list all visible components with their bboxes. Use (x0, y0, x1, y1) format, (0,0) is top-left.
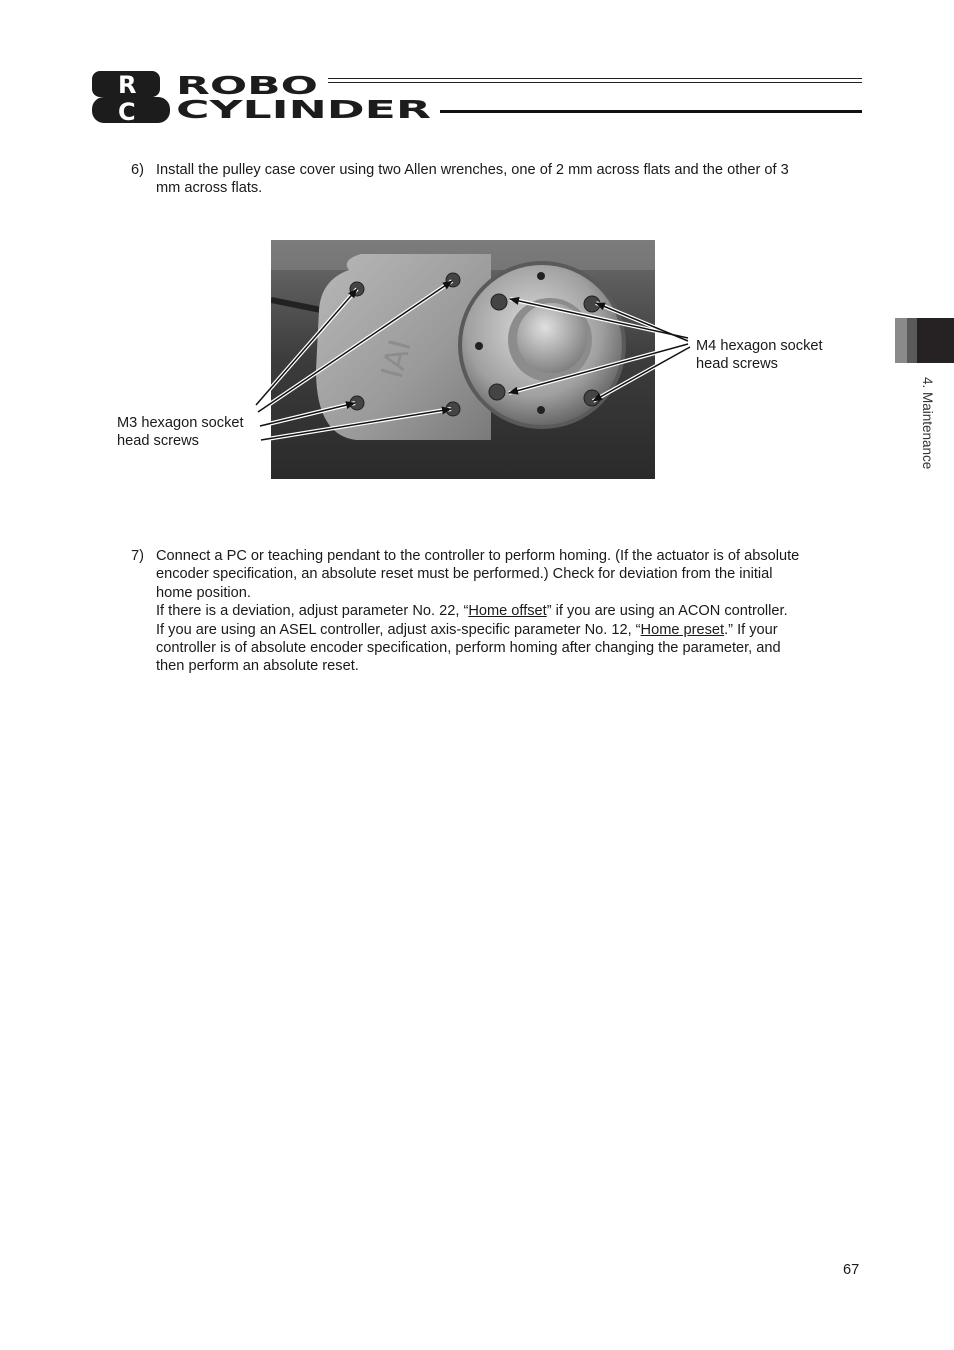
home-offset-term: Home offset (468, 603, 547, 620)
home-preset-term: Home preset (640, 621, 725, 638)
chapter-label: 4. Maintenance (920, 377, 935, 470)
step-6-line-2: mm across flats. (156, 180, 263, 197)
step-7-text (156, 547, 799, 676)
pulley-case-photo (271, 240, 655, 479)
step-7-line-1: Connect a PC or teaching pendant to the controller to perform homing. (If the actuator is of absolute (156, 548, 800, 564)
logo-mark-r: R (118, 71, 137, 99)
iai-housing-mark: IAI (374, 336, 419, 383)
chapter-tab-shade-light (895, 318, 907, 363)
step-7-line-5 (156, 621, 799, 639)
chapter-tab-shade-mid (907, 318, 917, 363)
logo-word-robo: ROBO (176, 71, 318, 100)
rc-logo-mark (92, 71, 170, 124)
step-7-line-3: home position. (156, 584, 251, 601)
step-7-line-5-post: .” If your (724, 621, 778, 638)
chapter-tab-shade-dark (917, 318, 954, 363)
logo-mark-c: C (118, 98, 136, 124)
step-7-line-2: encoder specification, an absolute reset must be performed.) Check for deviation from the initial (156, 566, 773, 583)
step-7-line-7: then perform an absolute reset. (156, 658, 359, 675)
step-7-line-4-pre: If there is a deviation, adjust parameter No. 22, “ (156, 603, 469, 620)
step-7-line-4 (156, 602, 799, 620)
step-7-number: 7) (131, 548, 144, 564)
page-number: 67 (843, 1262, 860, 1278)
step-6-text (156, 161, 789, 198)
m3-screws-label (117, 414, 244, 450)
m4-label-line-1: M4 hexagon socket (696, 338, 823, 354)
logo-word-cylinder: CYLINDER (176, 95, 431, 124)
step-7-line-5-pre: If you are using an ASEL controller, adjust axis-specific parameter No. 12, “ (156, 621, 641, 638)
header-rule-thin-bottom (328, 82, 862, 83)
step-6-number: 6) (131, 162, 144, 178)
header-rule-thin-top (328, 78, 862, 79)
m4-label-line-2: head screws (696, 356, 778, 372)
m4-screws-label (696, 337, 823, 373)
step-6-line-1: Install the pulley case cover using two Allen wrenches, one of 2 mm across flats and the other of 3 (156, 162, 789, 178)
header-rule-thick (440, 110, 862, 113)
m3-label-line-2: head screws (117, 433, 199, 449)
m3-label-line-1: M3 hexagon socket (117, 415, 244, 431)
step-7-line-6: controller is of absolute encoder specification, perform homing after changing the parameter, and (156, 640, 781, 657)
chapter-tab (895, 318, 954, 363)
step-7-line-4-post: ” if you are using an ACON controller. (546, 603, 788, 620)
